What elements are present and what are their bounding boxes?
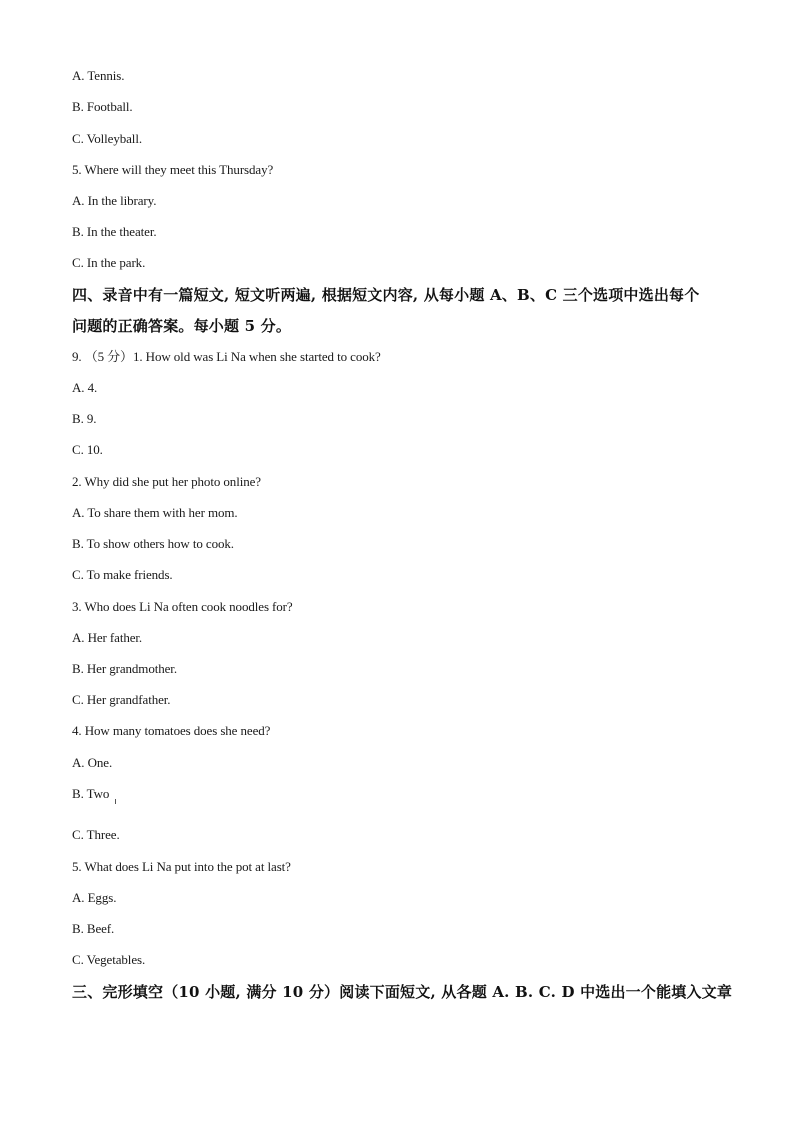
- q9-2-option-a: A. To share them with her mom.: [72, 505, 238, 520]
- question-9-4: 4. How many tomatoes does she need?: [72, 723, 271, 738]
- q9-2-option-b: B. To show others how to cook.: [72, 536, 234, 551]
- stray-mark: [115, 799, 116, 804]
- option-a-tennis: A. Tennis.: [72, 68, 125, 83]
- q9-1-option-c: C. 10.: [72, 442, 103, 457]
- q9-5-option-a: A. Eggs.: [72, 890, 117, 905]
- question-9-3: 3. Who does Li Na often cook noodles for?: [72, 599, 293, 614]
- option-c-volleyball: C. Volleyball.: [72, 131, 142, 146]
- q9-1-option-a: A. 4.: [72, 380, 98, 395]
- option-b-football: B. Football.: [72, 99, 133, 114]
- question-9-5: 5. What does Li Na put into the pot at last?: [72, 859, 291, 874]
- option-b-theater: B. In the theater.: [72, 224, 157, 239]
- section-4-heading-line2: 问题的正确答案。每小题 5 分。: [72, 317, 292, 335]
- q9-5-option-b: B. Beef.: [72, 921, 115, 936]
- section-3-heading: 三、完形填空（10 小题, 满分 10 分）阅读下面短文, 从各题 A. B. C. D 中选出一个能填入文章: [72, 983, 733, 1001]
- q9-3-option-a: A. Her father.: [72, 630, 143, 645]
- question-9-2: 2. Why did she put her photo online?: [72, 474, 261, 489]
- q9-4-option-c: C. Three.: [72, 827, 120, 842]
- q9-3-option-b: B. Her grandmother.: [72, 661, 177, 676]
- option-a-library: A. In the library.: [72, 193, 157, 208]
- q9-1-option-b: B. 9.: [72, 411, 97, 426]
- option-c-park: C. In the park.: [72, 255, 146, 270]
- q9-4-option-b: B. Two: [72, 786, 110, 801]
- question-9-1: 9. （5 分）1. How old was Li Na when she started to cook?: [72, 349, 381, 364]
- q9-2-option-c: C. To make friends.: [72, 567, 173, 582]
- q9-5-option-c: C. Vegetables.: [72, 952, 146, 967]
- section-4-heading-line1: 四、录音中有一篇短文, 短文听两遍, 根据短文内容, 从每小题 A、B、C 三个选项中选出每个: [72, 286, 700, 304]
- q9-3-option-c: C. Her grandfather.: [72, 692, 171, 707]
- question-5-thursday: 5. Where will they meet this Thursday?: [72, 162, 274, 177]
- q9-4-option-a: A. One.: [72, 755, 113, 770]
